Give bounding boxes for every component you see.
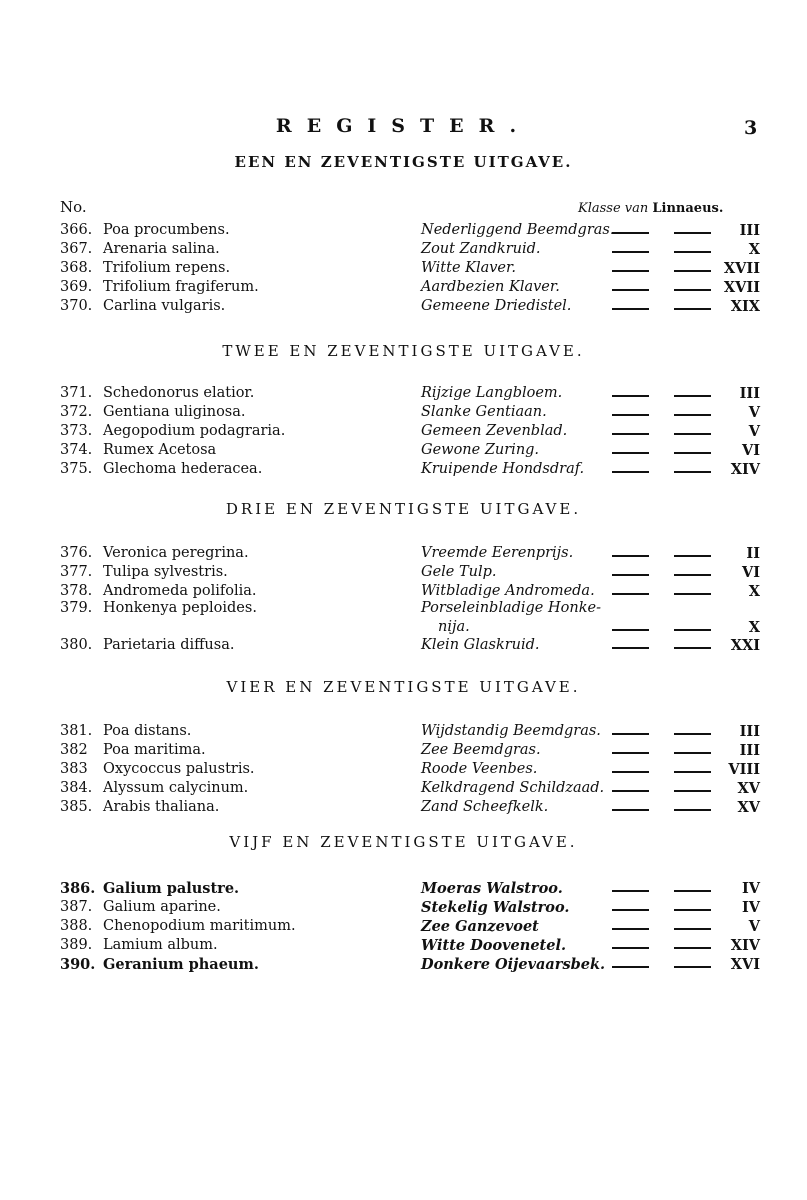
dash-1 (612, 629, 649, 631)
linnaeus-class: V (748, 404, 760, 421)
row-number: 388. (60, 918, 93, 934)
latin-name: Trifolium repens. (103, 260, 231, 276)
row-number: 370. (60, 298, 93, 314)
table-row (0, 222, 807, 241)
dash-1 (612, 308, 649, 310)
latin-name: Carlina vulgaris. (103, 298, 226, 314)
dash-1 (612, 232, 649, 234)
dash-1 (612, 947, 649, 949)
linnaeus-class: IV (741, 899, 760, 916)
dash-1 (612, 890, 649, 892)
dutch-name: Roode Veenbes. (421, 761, 538, 777)
linnaeus-class: IV (741, 880, 760, 897)
table-row (0, 637, 807, 656)
table-row (0, 423, 807, 442)
linnaeus-class: XXI (730, 637, 760, 654)
latin-name: Arabis thaliana. (103, 799, 220, 815)
linnaeus-class: X (748, 583, 760, 600)
latin-name: Tulipa sylvestris. (103, 564, 228, 580)
row-number: 384. (60, 780, 93, 796)
dash-1 (612, 251, 649, 253)
dutch-name: Wijdstandig Beemdgras. (421, 723, 601, 739)
linnaeus-class: V (748, 918, 760, 935)
linnaeus-class: XVII (723, 279, 760, 296)
row-number: 382 (60, 742, 88, 758)
dutch-name: Gemeene Driedistel. (421, 298, 572, 314)
dutch-name: Gewone Zuring. (421, 442, 540, 458)
dash-1 (612, 771, 649, 773)
linnaeus-class: XIX (730, 298, 760, 315)
table-row (0, 600, 807, 636)
klasse-italic: Klasse van (578, 201, 649, 216)
dash-1 (612, 790, 649, 792)
page-title: REGISTER. (275, 115, 532, 137)
section-title-5: VIJF EN ZEVENTIGSTE UITGAVE. (229, 833, 578, 851)
dutch-name: Rijzige Langbloem. (421, 385, 563, 401)
row-number: 390. (60, 956, 96, 973)
dash-2 (674, 555, 711, 557)
dutch-name: Witbladige Andromeda. (421, 583, 595, 599)
row-number: 372. (60, 404, 93, 420)
table-row (0, 761, 807, 780)
dash-1 (612, 966, 649, 968)
table-row (0, 799, 807, 818)
dash-2 (674, 909, 711, 911)
dash-1 (612, 270, 649, 272)
row-number: 379. (60, 600, 93, 616)
latin-name: Galium aparine. (103, 899, 221, 915)
dash-1 (612, 433, 649, 435)
table-row (0, 937, 807, 956)
linnaeus-class: X (748, 241, 760, 258)
column-header-klasse (578, 201, 723, 216)
dutch-name: Stekelig Walstroo. (421, 899, 570, 916)
latin-name: Rumex Acetosa (103, 442, 217, 458)
dash-1 (612, 471, 649, 473)
table-row (0, 564, 807, 583)
table-row (0, 742, 807, 761)
dash-2 (674, 771, 711, 773)
dash-2 (674, 452, 711, 454)
latin-name: Gentiana uliginosa. (103, 404, 246, 420)
dash-1 (612, 733, 649, 735)
dash-1 (612, 289, 649, 291)
linnaeus-class: XV (737, 780, 760, 797)
linnaeus-class: III (739, 222, 760, 239)
linnaeus-class: VI (741, 564, 760, 581)
latin-name: Chenopodium maritimum. (103, 918, 296, 934)
row-number: 376. (60, 545, 93, 561)
dutch-name: Zout Zandkruid. (421, 241, 541, 257)
dash-2 (674, 629, 711, 631)
linnaeus-class: XIV (730, 937, 760, 954)
dutch-name: Kelkdragend Schildzaad. (421, 780, 605, 796)
dash-1 (612, 574, 649, 576)
latin-name: Aegopodium podagraria. (103, 423, 286, 439)
dash-2 (674, 733, 711, 735)
dash-2 (674, 232, 711, 234)
latin-name: Geranium phaeum. (103, 956, 259, 973)
table-row (0, 956, 807, 975)
dash-1 (612, 395, 649, 397)
dutch-name: Donkere Oijevaarsbek. (421, 956, 606, 973)
dash-2 (674, 790, 711, 792)
latin-name: Arenaria salina. (103, 241, 220, 257)
table-row (0, 918, 807, 937)
dash-1 (612, 452, 649, 454)
dash-2 (674, 574, 711, 576)
linnaeus-class: XVII (723, 260, 760, 277)
latin-name: Alyssum calycinum. (103, 780, 249, 796)
table-row (0, 260, 807, 279)
row-number: 371. (60, 385, 93, 401)
section-title-1: EEN EN ZEVENTIGSTE UITGAVE. (234, 153, 573, 171)
dutch-name: Vreemde Eerenprijs. (421, 545, 574, 561)
dutch-name: Zee Beemdgras. (421, 742, 541, 758)
row-number: 378. (60, 583, 93, 599)
row-number: 375. (60, 461, 93, 477)
dash-2 (674, 809, 711, 811)
linnaeus-class: VIII (728, 761, 760, 778)
linnaeus-class: XV (737, 799, 760, 816)
table-row (0, 899, 807, 918)
table-row (0, 780, 807, 799)
linnaeus-class: XIV (730, 461, 760, 478)
latin-name: Poa maritima. (103, 742, 206, 758)
dutch-name: Witte Klaver. (421, 260, 516, 276)
latin-name: Galium palustre. (103, 880, 240, 897)
dutch-name: Zee Ganzevoet (421, 918, 539, 935)
table-row (0, 279, 807, 298)
dutch-name: Slanke Gentiaan. (421, 404, 547, 420)
dash-1 (612, 928, 649, 930)
dutch-name: Zand Scheefkelk. (421, 799, 549, 815)
column-header-no: No. (60, 198, 87, 216)
latin-name: Oxycoccus palustris. (103, 761, 255, 777)
row-number: 367. (60, 241, 93, 257)
row-number: 389. (60, 937, 93, 953)
dash-2 (674, 752, 711, 754)
latin-name: Andromeda polifolia. (103, 583, 257, 599)
row-number: 385. (60, 799, 93, 815)
row-number: 386. (60, 880, 96, 897)
linnaeus-class: V (748, 423, 760, 440)
dash-1 (612, 909, 649, 911)
row-number: 373. (60, 423, 93, 439)
dash-2 (674, 928, 711, 930)
row-number: 366. (60, 222, 93, 238)
dash-2 (674, 593, 711, 595)
dash-2 (674, 395, 711, 397)
dash-1 (612, 414, 649, 416)
latin-name: Poa procumbens. (103, 222, 230, 238)
latin-name: Veronica peregrina. (103, 545, 249, 561)
table-row (0, 404, 807, 423)
linnaeus-class: III (739, 385, 760, 402)
dutch-name: Moeras Walstroo. (421, 880, 563, 897)
linnaeus-class: III (739, 723, 760, 740)
dash-2 (674, 433, 711, 435)
dutch-name: Porseleinbladige Honke- (421, 600, 601, 616)
row-number: 374. (60, 442, 93, 458)
row-number: 383 (60, 761, 88, 777)
dash-2 (674, 270, 711, 272)
section-title-2: TWEE EN ZEVENTIGSTE UITGAVE. (222, 342, 585, 360)
dash-1 (612, 647, 649, 649)
section-title-4: VIER EN ZEVENTIGSTE UITGAVE. (226, 678, 581, 696)
dutch-name: Kruipende Hondsdraf. (421, 461, 585, 477)
table-row (0, 298, 807, 317)
dutch-name: Klein Glaskruid. (421, 637, 540, 653)
dash-2 (674, 947, 711, 949)
table-row (0, 385, 807, 404)
dutch-name: Aardbezien Klaver. (421, 279, 560, 295)
table-row (0, 442, 807, 461)
table-row (0, 241, 807, 260)
latin-name: Lamium album. (103, 937, 218, 953)
linnaeus-class: III (739, 742, 760, 759)
dutch-name: Gele Tulp. (421, 564, 497, 580)
table-row (0, 880, 807, 899)
dash-2 (674, 414, 711, 416)
row-number: 368. (60, 260, 93, 276)
latin-name: Poa distans. (103, 723, 192, 739)
table-row (0, 461, 807, 480)
table-row (0, 545, 807, 564)
dash-2 (674, 251, 711, 253)
dash-1 (612, 593, 649, 595)
row-number: 387. (60, 899, 93, 915)
row-number: 380. (60, 637, 93, 653)
dutch-name-continuation: nija. (438, 619, 470, 635)
linnaeus-class: VI (741, 442, 760, 459)
dutch-name: Witte Doovenetel. (421, 937, 567, 954)
dash-2 (674, 890, 711, 892)
dash-2 (674, 647, 711, 649)
dash-2 (674, 289, 711, 291)
row-number: 377. (60, 564, 93, 580)
dash-2 (674, 471, 711, 473)
linnaeus-class: II (746, 545, 760, 562)
dash-1 (612, 555, 649, 557)
latin-name: Glechoma hederacea. (103, 461, 263, 477)
table-row (0, 723, 807, 742)
dash-1 (612, 752, 649, 754)
latin-name: Parietaria diffusa. (103, 637, 235, 653)
row-number: 369. (60, 279, 93, 295)
latin-name: Trifolium fragiferum. (103, 279, 259, 295)
latin-name: Schedonorus elatior. (103, 385, 255, 401)
page-number: 3 (744, 117, 758, 139)
klasse-bold: Linnaeus. (652, 201, 724, 216)
dash-2 (674, 966, 711, 968)
dash-2 (674, 308, 711, 310)
section-title-3: DRIE EN ZEVENTIGSTE UITGAVE. (225, 500, 582, 518)
linnaeus-class: XVI (730, 956, 760, 973)
row-number: 381. (60, 723, 93, 739)
linnaeus-class: X (748, 619, 760, 636)
dutch-name: Nederliggend Beemdgras. (421, 222, 615, 238)
dash-1 (612, 809, 649, 811)
latin-name: Honkenya peploides. (103, 600, 257, 616)
dutch-name: Gemeen Zevenblad. (421, 423, 568, 439)
